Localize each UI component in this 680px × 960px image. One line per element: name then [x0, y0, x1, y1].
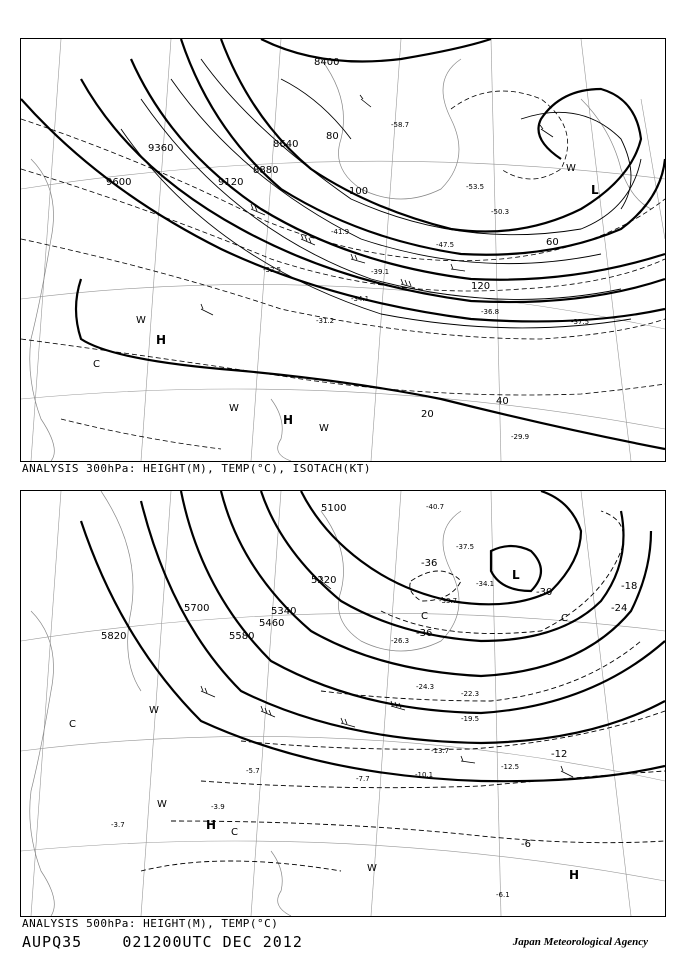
svg-text:-32.5: -32.5 [263, 266, 282, 274]
chart-300hpa [20, 38, 666, 462]
cold-center: C [93, 359, 100, 370]
caption-300hpa: ANALYSIS 300hPa: HEIGHT(M), TEMP(°C), ISOTACH(KT) [22, 462, 372, 475]
high-center: H [156, 333, 167, 347]
svg-text:-41.9: -41.9 [331, 228, 350, 236]
svg-text:-33.7: -33.7 [439, 597, 458, 605]
svg-text:-29.9: -29.9 [511, 433, 530, 441]
isotherm-label: -36 [416, 628, 433, 639]
caption-500hpa: ANALYSIS 500hPa: HEIGHT(M), TEMP(°C) [22, 917, 279, 930]
warm-center: W [566, 163, 576, 174]
svg-text:-39.1: -39.1 [371, 268, 390, 276]
isotherm-label: -18 [621, 581, 638, 592]
isotach-label-120: 120 [471, 281, 491, 292]
height-label-9600: 9600 [106, 177, 132, 188]
height-label-5700: 5700 [184, 603, 210, 614]
svg-text:-10.1: -10.1 [415, 771, 434, 779]
isotherms [21, 91, 665, 449]
warm-center: W [157, 799, 167, 810]
height-contours [81, 491, 665, 781]
coastlines [30, 59, 651, 461]
high-center: H [569, 868, 580, 882]
height-label-8640: 8640 [273, 139, 299, 150]
wind-barbs [201, 577, 573, 777]
warm-center: W [319, 423, 329, 434]
svg-text:-36.8: -36.8 [481, 308, 500, 316]
isotherm-label: -6 [521, 839, 531, 850]
svg-text:-53.5: -53.5 [466, 183, 485, 191]
temp-center-labels [93, 163, 576, 434]
height-label-5100: 5100 [321, 503, 347, 514]
map-300hpa [21, 39, 665, 461]
height-label-5220: 5220 [311, 575, 337, 586]
height-label-5820: 5820 [101, 631, 127, 642]
svg-text:-47.5: -47.5 [436, 241, 455, 249]
height-label-5460: 5460 [259, 618, 285, 629]
svg-text:-37.5: -37.5 [456, 543, 475, 551]
warm-center: W [229, 403, 239, 414]
low-center: L [591, 183, 599, 197]
cold-center: C [231, 827, 238, 838]
graticule [21, 39, 665, 461]
product-id: AUPQ35 [22, 933, 83, 951]
svg-text:-3.7: -3.7 [111, 821, 125, 829]
isotach-label-100: 100 [349, 186, 369, 197]
svg-text:-24.3: -24.3 [416, 683, 435, 691]
height-label-5580: 5580 [229, 631, 255, 642]
chart-500hpa [20, 490, 666, 917]
svg-text:-50.3: -50.3 [491, 208, 510, 216]
product-code [22, 933, 303, 951]
svg-text:-13.7: -13.7 [431, 747, 450, 755]
height-label-9120: 9120 [218, 177, 244, 188]
isotherm-label: -36 [421, 558, 438, 569]
svg-text:-58.7: -58.7 [391, 121, 410, 129]
svg-text:-22.3: -22.3 [461, 690, 480, 698]
svg-text:-37.5: -37.5 [571, 318, 590, 326]
svg-text:-6.1: -6.1 [496, 891, 510, 899]
high-center: H [206, 818, 217, 832]
isotherms [141, 511, 665, 871]
height-label-9360: 9360 [148, 143, 174, 154]
height-label-8880: 8880 [253, 165, 279, 176]
graticule [21, 491, 665, 916]
warm-center: W [149, 705, 159, 716]
isotherm-label: -12 [551, 749, 568, 760]
svg-text:-26.3: -26.3 [391, 637, 410, 645]
cold-center: C [421, 611, 428, 622]
svg-text:-5.7: -5.7 [246, 767, 260, 775]
svg-text:-34.1: -34.1 [476, 580, 495, 588]
agency-name: Japan Meteorological Agency [512, 936, 648, 948]
isotach-label-40: 40 [496, 396, 509, 407]
isotherm-label: -30 [536, 587, 553, 598]
isotach-label-80: 80 [326, 131, 339, 142]
svg-text:-34.1: -34.1 [351, 295, 370, 303]
isotherm-label: -24 [611, 603, 628, 614]
height-contours [21, 39, 665, 449]
cold-center: C [561, 613, 568, 624]
height-label-5340: 5340 [271, 606, 297, 617]
map-500hpa [21, 491, 665, 916]
svg-text:-19.5: -19.5 [461, 715, 480, 723]
isotach-label-20: 20 [421, 409, 434, 420]
svg-text:-40.7: -40.7 [426, 503, 445, 511]
low-center: L [512, 568, 520, 582]
warm-center: W [367, 863, 377, 874]
warm-center: W [136, 315, 146, 326]
svg-text:-7.7: -7.7 [356, 775, 370, 783]
isotach-label-60: 60 [546, 237, 559, 248]
cold-center: C [69, 719, 76, 730]
height-label-8400: 8400 [314, 57, 340, 68]
svg-text:-12.5: -12.5 [501, 763, 520, 771]
svg-text:-31.2: -31.2 [316, 317, 335, 325]
svg-text:-3.9: -3.9 [211, 803, 225, 811]
valid-time: 021200UTC DEC 2012 [122, 933, 303, 951]
high-center: H [283, 413, 294, 427]
